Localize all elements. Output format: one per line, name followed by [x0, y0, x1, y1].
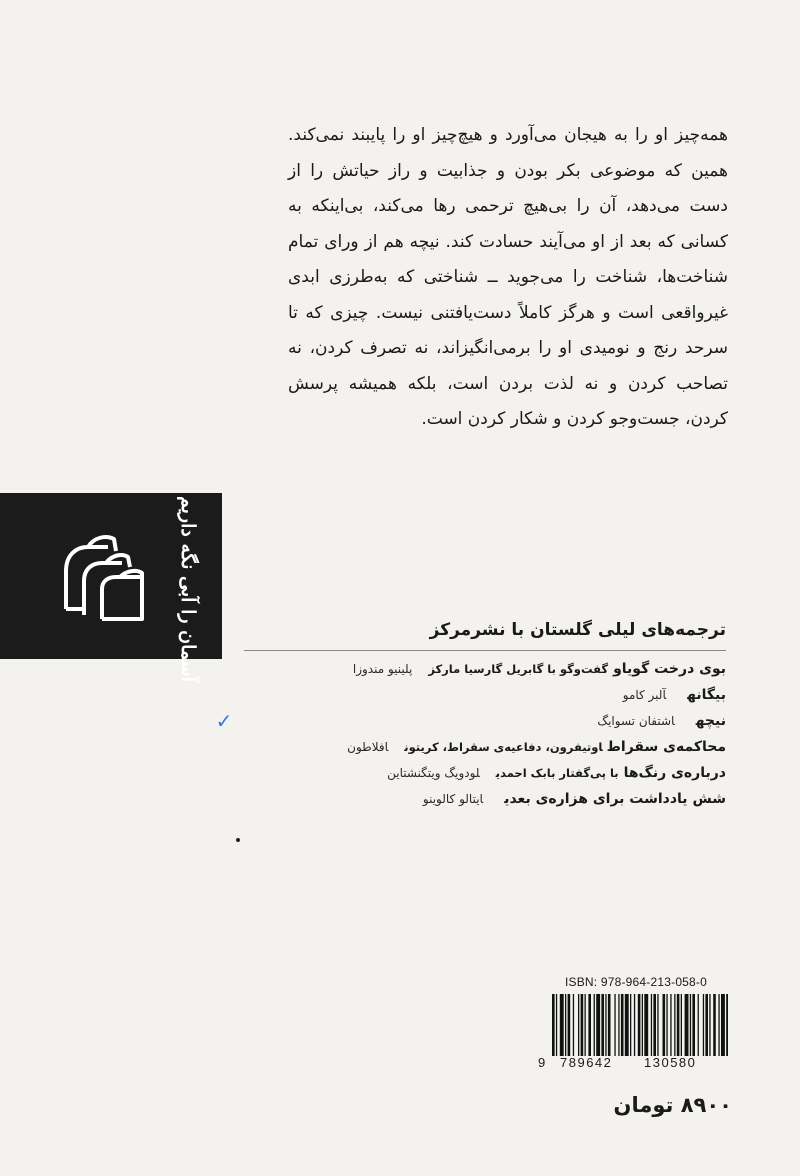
- book-item: [240, 656, 726, 682]
- barcode-bar: [560, 994, 564, 1056]
- barcode-bar: [644, 994, 648, 1056]
- barcode-digits-left: 789642: [560, 1055, 613, 1070]
- barcode-bar: [692, 994, 695, 1056]
- publisher-logo-icon: [58, 529, 154, 623]
- book-subtitle: گفت‌وگو با گابریل گارسیا مارکز: [428, 662, 609, 676]
- barcode-bar: [726, 994, 728, 1056]
- barcode-bar: [663, 994, 666, 1056]
- barcode-bar: [601, 994, 604, 1056]
- barcode-bar: [670, 994, 671, 1056]
- book-title: شش یادداشت برای هزاره‌ی بعدی: [504, 791, 726, 807]
- barcode-bar: [721, 994, 725, 1056]
- slogan: [162, 479, 214, 699]
- book-item: [240, 760, 726, 786]
- barcode-bar: [638, 994, 641, 1056]
- barcode-bar: [685, 994, 689, 1056]
- book-title: بوی درخت گویاو: [613, 661, 726, 677]
- barcode-bar: [709, 994, 710, 1056]
- checkmark-icon: ✓: [215, 709, 233, 733]
- book-author: آلبر کامو: [622, 688, 667, 702]
- book-title: درباره‌ی رنگ‌ها: [623, 765, 726, 781]
- barcode-bar: [618, 994, 619, 1056]
- barcode-bar: [594, 994, 595, 1056]
- barcode-digits-right: 130580: [644, 1055, 697, 1070]
- barcode: [552, 994, 728, 1056]
- book-subtitle: با پی‌گفتار بابک احمدی: [495, 766, 619, 780]
- book-author: لودویگ ویتگنشتاین: [387, 766, 480, 780]
- barcode-bar: [634, 994, 635, 1056]
- barcode-bar: [581, 994, 584, 1056]
- barcode-bar: [718, 994, 719, 1056]
- barcode-bar: [625, 994, 629, 1056]
- barcode-bar: [621, 994, 624, 1056]
- barcode-bar: [578, 994, 579, 1056]
- barcode-bar: [596, 994, 600, 1056]
- barcode-digit-first: 9: [538, 1055, 546, 1070]
- barcode-bar: [585, 994, 586, 1056]
- book-item: [240, 682, 726, 708]
- barcode-bar: [565, 994, 566, 1056]
- barcode-bar: [657, 994, 658, 1056]
- barcode-bar: [608, 994, 611, 1056]
- book-list-title: ترجمه‌های لیلی گلستان با نشرمرکز: [429, 620, 726, 640]
- book-item: [240, 734, 726, 760]
- book-title: بیگانه: [687, 687, 726, 703]
- barcode-bar: [690, 994, 691, 1056]
- barcode-bar: [588, 994, 591, 1056]
- slogan-text: آسمان را آبی نگه داریم: [177, 495, 199, 683]
- barcode-bar: [552, 994, 555, 1056]
- barcode-bar: [677, 994, 680, 1056]
- book-author: ایتالو کالوینو: [422, 792, 484, 806]
- back-cover-blurb: [288, 118, 728, 438]
- barcode-bar: [653, 994, 656, 1056]
- book-author: پلینیو مندوزا: [352, 662, 413, 676]
- barcode-bar: [703, 994, 704, 1056]
- barcode-bar: [568, 994, 571, 1056]
- book-item: [215, 708, 726, 734]
- book-list: [215, 656, 726, 812]
- barcode-bar: [713, 994, 716, 1056]
- barcode-bar: [666, 994, 667, 1056]
- barcode-bar: [651, 994, 652, 1056]
- book-subtitle: اوتیفرون، دفاعیه‌ی سقراط، کریتون: [404, 740, 603, 754]
- book-item: [240, 786, 726, 812]
- price-label: ۸۹۰۰ تومان: [613, 1093, 732, 1117]
- book-author: اشتفان تسوایگ: [597, 714, 675, 728]
- barcode-bar: [573, 994, 574, 1056]
- barcode-bar: [674, 994, 675, 1056]
- barcode-bar: [556, 994, 557, 1056]
- barcode-bar: [614, 994, 615, 1056]
- publisher-logo-svg: [58, 529, 154, 623]
- barcode-bar: [705, 994, 708, 1056]
- blurb-text: همه‌چیز او را به هیجان می‌آورد و هیچ‌چیز او را پایبند نمی‌کند. همین که موضوعی بکر بودن و جذابیت و راز حیاتش را از دست می‌دهد، آن را بی‌هیچ ترحمی رها می‌کند، بی‌اینکه به کسانی که بعد از او می‌آیند حسادت کند. نیچه هم از ورای تمام شناخت‌ها، شناخت را می‌جوید ــ شناختی که به‌طرزی ابدی غیرواقعی است و هرگز کاملاً دست‌یافتنی نیست. چیزی که تا سرحد رنج و نومیدی او را برمی‌انگیزاند، نه تصرف کردن، نه تصاحب کردن و نه لذت بردن است، بلکه همیشه پرسش کردن، جست‌وجو کردن و شکار کردن است.: [288, 125, 728, 429]
- barcode-bar: [698, 994, 699, 1056]
- barcode-bar: [605, 994, 606, 1056]
- book-title: محاکمه‌ی سقراط: [607, 739, 726, 755]
- barcode-bar: [642, 994, 643, 1056]
- isbn-label: ISBN: 978-964-213-058-0: [564, 975, 708, 989]
- barcode-digits: [538, 1055, 732, 1071]
- book-author: افلاطون: [347, 740, 389, 754]
- book-list-divider: [244, 650, 726, 651]
- barcode-bar: [630, 994, 631, 1056]
- decorative-dot: [236, 838, 240, 842]
- barcode-bar: [681, 994, 682, 1056]
- book-title: نیچه: [695, 713, 726, 729]
